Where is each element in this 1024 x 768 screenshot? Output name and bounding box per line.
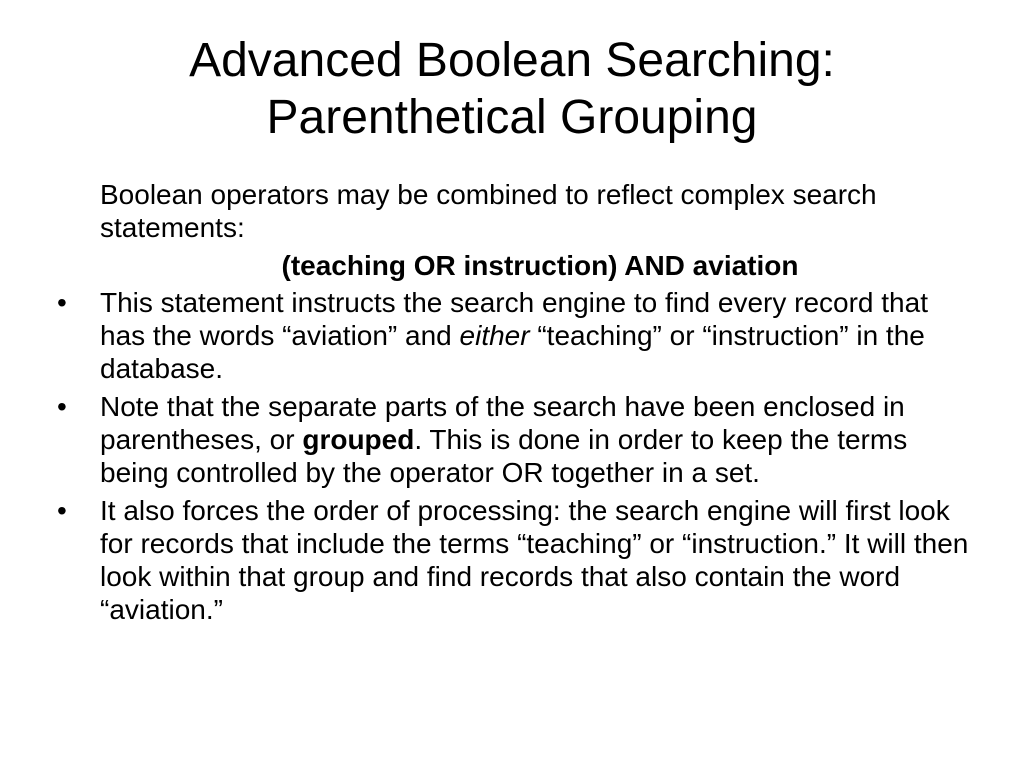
bullet-1-text xyxy=(100,287,928,384)
slide-title-line-2: Parenthetical Grouping xyxy=(266,91,758,144)
example-query: (teaching OR instruction) AND aviation xyxy=(281,250,799,281)
bullet-icon: • xyxy=(57,495,67,526)
bullet-item-2 xyxy=(55,390,980,489)
slide-body xyxy=(55,178,980,631)
slide-title-line-1: Advanced Boolean Searching: xyxy=(189,34,835,87)
intro-text: Boolean operators may be combined to reflect complex search statements: xyxy=(100,179,877,243)
bullet-2-part2: . This is done in order to keep the terms being controlled by the operator OR together in a set. xyxy=(100,424,908,488)
bullet-icon: • xyxy=(57,287,67,318)
bullet-item-3 xyxy=(55,494,980,626)
bullet-icon: • xyxy=(57,391,67,422)
bullet-item-1 xyxy=(55,286,980,385)
bullet-3-text: It also forces the order of processing: the search engine will first look for records that include the terms “teaching” or “instruction.” It will then look within that group and find records that also contain the word “aviation.” xyxy=(100,495,969,625)
bullet-1-emphasis: either xyxy=(459,320,530,351)
bullet-2-part1: Note that the separate parts of the search have been enclosed in parentheses, or xyxy=(100,391,905,455)
bullet-1-part2: “teaching” or “instruction” in the database. xyxy=(100,320,925,384)
slide-title xyxy=(60,32,964,146)
bullet-1-part1: This statement instructs the search engine to find every record that has the words “aviation” and xyxy=(100,287,928,351)
bullet-2-strong: grouped xyxy=(302,424,415,455)
bullet-2-text xyxy=(100,391,907,488)
